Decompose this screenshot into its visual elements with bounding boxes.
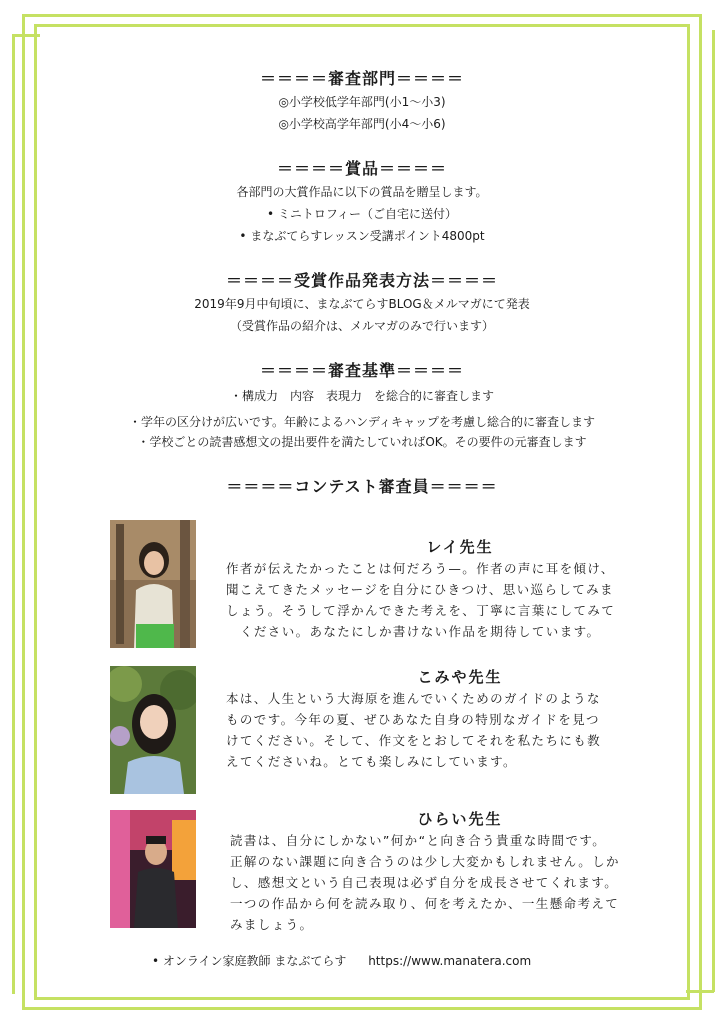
criteria-line-2: ・学年の区分けが広いです。年齢によるハンディキャップを考慮し総合的に審査します — [128, 415, 596, 429]
frame-side-left — [12, 34, 15, 994]
comment-line: 本は、人生という大海原を進んでいくためのガイドのような — [226, 691, 601, 706]
section-heading-prizes: ＝＝＝＝賞品＝＝＝＝ — [276, 159, 447, 178]
comment-line: 聞こえてきたメッセージを自分にひきつけ、思い巡らしてみま — [226, 582, 614, 597]
criteria-line-3: ・学校ごとの読書感想文の提出要件を満たしていればOK。その要件の元審査します — [137, 435, 587, 449]
comment-line: えてくださいね。とても楽しみにしています。 — [226, 754, 517, 769]
announcement-line-1: 2019年9月中旬頃に、まなぶてらすBLOG＆メルマガにて発表 — [194, 297, 530, 311]
frame-corner-bottom-right — [686, 990, 714, 993]
comment-line: し、感想文という自己表現は必ず自分を成長させてくれます。 — [230, 875, 619, 890]
comment-line: 一つの作品から何を読み取り、何を考えたか、一生懸命考えて — [230, 896, 620, 911]
judge-photo-rei — [110, 520, 196, 648]
comment-line: 作者が伝えたかったことは何だろう—。作者の声に耳を傾け、 — [226, 561, 615, 576]
comment-line: 正解のない課題に向き合うのは少し大変かもしれません。しか — [230, 854, 620, 869]
criteria-line-1: ・構成力 内容 表現力 を総合的に審査します — [229, 389, 494, 403]
judge-name-komiya: こみや先生 — [417, 668, 503, 686]
footer-org: • オンライン家庭教師 まなぶてらす — [152, 954, 347, 968]
judge-name-rei: レイ先生 — [426, 538, 494, 556]
footer — [152, 952, 531, 969]
category-upper: ◎小学校高学年部門(小4〜小6) — [278, 117, 446, 131]
section-heading-criteria: ＝＝＝＝審査基準＝＝＝＝ — [259, 361, 464, 380]
frame-corner-top-left — [12, 34, 40, 37]
section-heading-announcement: ＝＝＝＝受賞作品発表方法＝＝＝＝ — [225, 271, 498, 290]
prize-intro: 各部門の大賞作品に以下の賞品を贈呈します。 — [236, 185, 488, 199]
comment-line: けてください。そして、作文をとおしてそれを私たちにも教 — [226, 733, 602, 748]
comment-line: 読書は、自分にしかない”何か“と向き合う貴重な時間です。 — [230, 833, 607, 848]
prize-points: • まなぶてらすレッスン受講ポイント4800pt — [239, 229, 485, 243]
announcement-line-2: （受賞作品の紹介は、メルマガのみで行います） — [229, 319, 494, 333]
frame-side-right — [712, 30, 715, 992]
category-lower: ◎小学校低学年部門(小1〜小3) — [278, 95, 446, 109]
judge-name-hirai: ひらい先生 — [417, 810, 503, 828]
comment-line: ください。あなたにしか書けない作品を期待しています。 — [240, 624, 601, 639]
judge-photo-hirai — [110, 810, 196, 928]
footer-url-link[interactable]: https://www.manatera.com — [368, 954, 532, 968]
section-heading-judges: ＝＝＝＝コンテスト審査員＝＝＝＝ — [226, 477, 498, 496]
comment-line: みましょう。 — [230, 917, 314, 932]
section-heading-categories: ＝＝＝＝審査部門＝＝＝＝ — [259, 69, 464, 88]
comment-line: ものです。今年の夏、ぜひあなた自身の特別なガイドを見つ — [226, 712, 600, 727]
judge-comment-komiya — [226, 688, 636, 772]
prize-trophy: • ミニトロフィー（ご自宅に送付） — [267, 207, 457, 221]
comment-line: しょう。そうして浮かんできた考えを、丁寧に言葉にしてみて — [226, 603, 616, 618]
judge-comment-hirai — [230, 830, 640, 935]
judge-photo-komiya — [110, 666, 196, 794]
judge-comment-rei — [226, 558, 636, 642]
